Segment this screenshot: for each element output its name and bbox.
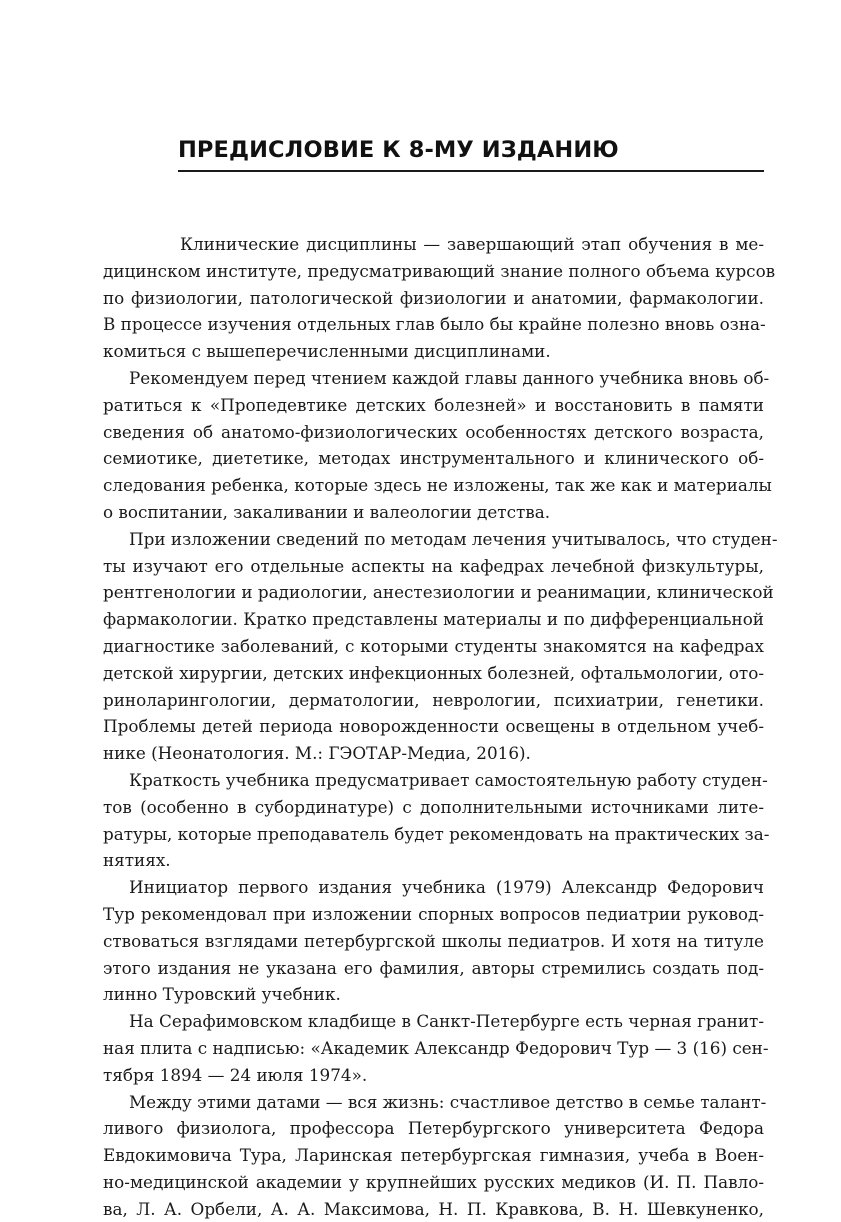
body-text <box>103 231 764 1222</box>
text-line: Между этими датами — вся жизнь: счастливое детство в семье талант- <box>103 1089 764 1116</box>
text-line: Рекомендуем перед чтением каждой главы данного учебника вновь об- <box>103 365 764 392</box>
title-underline <box>178 170 764 172</box>
text-line: диагностике заболеваний, с которыми студенты знакомятся на кафедрах <box>103 633 764 660</box>
text-line: детской хирургии, детских инфекционных болезней, офтальмологии, ото- <box>103 660 764 687</box>
text-line: нятиях. <box>103 847 764 874</box>
text-line: При изложении сведений по методам лечения учитывалось, что студен- <box>103 526 764 553</box>
text-line: ратиться к «Пропедевтике детских болезней» и восстановить в памяти <box>103 392 764 419</box>
text-line: о воспитании, закаливании и валеологии детства. <box>103 499 764 526</box>
text-line: ная плита с надписью: «Академик Александр Федорович Тур — 3 (16) сен- <box>103 1035 764 1062</box>
paragraph <box>103 1008 764 1088</box>
paragraph <box>103 231 764 365</box>
paragraph <box>103 526 764 767</box>
text-line: этого издания не указана его фамилия, авторы стремились создать под- <box>103 955 764 982</box>
paragraph <box>103 767 764 874</box>
text-line: ва, Л. А. Орбели, А. А. Максимова, Н. П. Кравкова, В. Н. Шевкуненко, <box>103 1196 764 1222</box>
text-line: дицинском институте, предусматривающий знание полного объема курсов <box>103 258 764 285</box>
text-line: но-медицинской академии у крупнейших русских медиков (И. П. Павло- <box>103 1169 764 1196</box>
paragraph <box>103 1089 764 1222</box>
text-line: тов (особенно в субординатуре) с дополнительными источниками лите- <box>103 794 764 821</box>
text-line: сведения об анатомо-физиологических особенностях детского возраста, <box>103 419 764 446</box>
text-line: Евдокимовича Тура, Ларинская петербургская гимназия, учеба в Воен- <box>103 1142 764 1169</box>
text-line: Тур рекомендовал при изложении спорных вопросов педиатрии руковод- <box>103 901 764 928</box>
text-line: На Серафимовском кладбище в Санкт-Петербурге есть черная гранит- <box>103 1008 764 1035</box>
text-line: ратуры, которые преподаватель будет рекомендовать на практических за- <box>103 821 764 848</box>
text-line: тября 1894 — 24 июля 1974». <box>103 1062 764 1089</box>
text-line: Инициатор первого издания учебника (1979) Александр Федорович <box>103 874 764 901</box>
text-line: Проблемы детей периода новорожденности освещены в отдельном учеб- <box>103 713 764 740</box>
paragraph <box>103 874 764 1008</box>
text-line: ствоваться взглядами петербургской школы педиатров. И хотя на титуле <box>103 928 764 955</box>
text-line: комиться с вышеперечисленными дисциплинами. <box>103 338 764 365</box>
page-title: ПРЕДИСЛОВИЕ К 8-МУ ИЗДАНИЮ <box>178 133 764 167</box>
text-line: линно Туровский учебник. <box>103 981 764 1008</box>
text-line: ты изучают его отдельные аспекты на кафедрах лечебной физкультуры, <box>103 553 764 580</box>
text-line: фармакологии. Кратко представлены материалы и по дифференциальной <box>103 606 764 633</box>
text-line: ливого физиолога, профессора Петербургского университета Федора <box>103 1115 764 1142</box>
text-line: семиотике, диететике, методах инструментального и клинического об- <box>103 445 764 472</box>
text-line: риноларингологии, дерматологии, неврологии, психиатрии, генетики. <box>103 687 764 714</box>
text-line: Краткость учебника предусматривает самостоятельную работу студен- <box>103 767 764 794</box>
text-line: рентгенологии и радиологии, анестезиологии и реанимации, клинической <box>103 579 764 606</box>
paragraph <box>103 365 764 526</box>
text-line: следования ребенка, которые здесь не изложены, так же как и материалы <box>103 472 764 499</box>
text-line: В процессе изучения отдельных глав было бы крайне полезно вновь озна- <box>103 311 764 338</box>
text-line: Клинические дисциплины — завершающий этап обучения в ме- <box>103 231 764 258</box>
text-line: нике (Неонатология. М.: ГЭОТАР-Медиа, 2016). <box>103 740 764 767</box>
text-line: по физиологии, патологической физиологии и анатомии, фармакологии. <box>103 285 764 312</box>
